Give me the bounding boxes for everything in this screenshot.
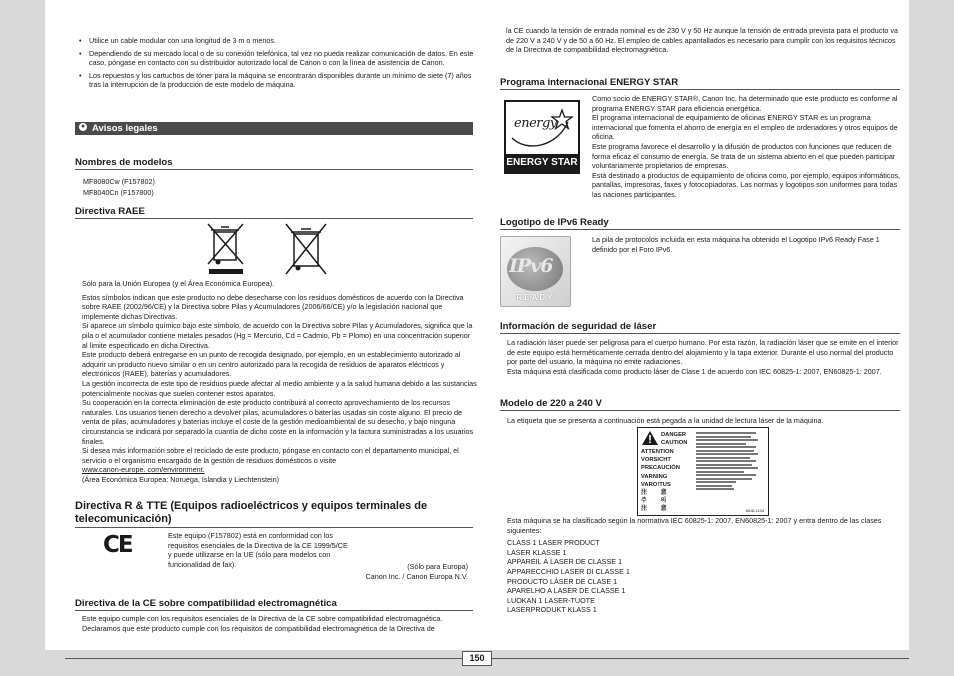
- label-word: VORSICHT: [641, 457, 671, 464]
- label-cjk-row: 注 意: [641, 490, 673, 497]
- label-word: CAUTION: [661, 440, 688, 446]
- label-words: [661, 431, 687, 447]
- ipv6-ready-logo: [500, 236, 571, 307]
- raee-paragraph: Su cooperación en la correcta eliminación de este producto contribuirá al correcto aprovechamiento de los recursos naturales. Los usuarios tienen derecho a devolver pilas, acumuladores o baterías usadas sin coste alguno. El precio de venta de pilas, acumuladores y baterías incluye el coste de la gestión medioambiental de su desecho, y bajo ninguna circunstancia se indicará por separado la cuantía de dicho coste en la información y la factura suministradas a los usuarios finales.: [82, 398, 474, 446]
- manual-page: [45, 0, 909, 650]
- class-item: LASERPRODUKT KLASS 1: [507, 605, 597, 615]
- label-cjk-row: 注 意: [641, 506, 673, 513]
- ipv6-logo-sub: READY: [516, 293, 555, 302]
- raee-paragraph: La gestión incorrecta de este tipo de residuos puede afectar al medio ambiente y a la salud humana debido a las sustancias potencialmente nocivas que suelen contener estos aparatos.: [82, 378, 477, 398]
- bullet-item: • Los repuestos y los cartuchos de tóner para la máquina se encontrarán disponibles durante un mínimo de siete (7) años tras la interrupción de la producción de este modelo de máquina.: [89, 71, 475, 90]
- energy-star-logo: [504, 100, 580, 174]
- laser-heading: Información de seguridad de láser: [500, 321, 900, 334]
- class-intro: Esta máquina se ha clasificado según la normativa IEC 60825-1: 2007, EN60825-1: 2007 y entra dentro de las clases siguientes:: [507, 516, 882, 535]
- ce-mark-icon: CE: [103, 532, 132, 558]
- class-item: CLASS 1 LASER PRODUCT: [507, 538, 600, 548]
- model-names-heading: Nombres de modelos: [75, 157, 473, 170]
- model-220-text: La etiqueta que se presenta a continuación está pegada a la unidad de lectura láser de la máquina.: [507, 416, 824, 425]
- bullet-circle-icon: ●: [80, 123, 86, 131]
- energy-star-section: [500, 77, 900, 90]
- page-number: 150: [462, 651, 492, 666]
- model-name: MF8040Cn (F157800): [83, 188, 154, 197]
- energy-paragraph: Este programa favorece el desarrollo y la difusión de productos con funciones que reducen de forma eficaz el consumo de energía. Se trata de un sistema abierto en el que pueden participar voluntariamente propietarios de empresas.: [592, 141, 896, 171]
- energy-script-text: energy: [514, 116, 557, 131]
- bullet-item: • Utilice un cable modular con una longitud de 3 m o menos.: [89, 36, 475, 46]
- emc-text: Este equipo cumple con los requisitos esenciales de la Directiva de la CE sobre compatibilidad electromagnética. Declaramos que este producto cumple con los requisitos de compatibilidad electromagnética de la Directiva de: [82, 614, 443, 633]
- laser-paragraph: La radiación láser puede ser peligrosa para el cuerpo humano. Por esta razón, la radiación láser que se emite en el interior de este equipo está herméticamente cerrada dentro del alojamiento y la tapa exterior. Durante el uso normal del producto por parte del usuario, la máquina no emite radiaciones.: [507, 338, 899, 367]
- laser-warning-label: [637, 427, 769, 516]
- ipv6-text: La pila de protocolos incluida en esta máquina ha obtenido el Logotipo IPv6 Ready Fase 1 definido por el Foro IPv6.: [592, 235, 880, 254]
- emc-continued-text: la CE cuando la tensión de entrada nominal es de 230 V y 50 Hz aunque la tensión de entrada prevista para el producto va de 220 V a 240 V y de 50 a 60 Hz. El empleo de cables apantallados es necesario para cumplir con los requisitos técnicos de la Directiva de compatibilidad electromagnética.: [506, 26, 898, 55]
- laser-section: [500, 321, 900, 334]
- rtte-sign-company: Canon Inc. / Canon Europa N.V.: [365, 571, 468, 581]
- class-text: [507, 516, 902, 615]
- legal-heading: Avisos legales: [92, 123, 158, 134]
- legal-notices-bar: [75, 122, 473, 135]
- rtte-text: Este equipo (F157802) está en conformidad con los requisitos esenciales de la Directiva de la CE 1999/5/CE y puede utilizarse en la UE (sólo para modelos con funcionalidad de fax).: [168, 531, 348, 569]
- emc-section: [75, 598, 473, 611]
- model-names-section: [75, 157, 473, 198]
- energy-paragraph: Está destinado a productos de equipamiento de oficina como, por ejemplo, equipos informáticos, pantallas, impresoras, faxes y fotocopiadoras. Las normas y logotipos son uniformes para todas las naciones participantes.: [592, 170, 901, 199]
- rtte-heading: Directiva R & TTE (Equipos radioeléctricos y equipos terminales de telecomunicación): [75, 500, 473, 528]
- class-item: APPARECCHIO LASER DI CLASSE 1: [507, 566, 630, 576]
- raee-paragraph: Estos símbolos indican que este producto no debe desecharse con los residuos domésticos de acuerdo con la Directiva sobre RAEE (2002/96/CE) y la Directiva sobre Pilas y Acumuladores (2006/66/CE) y/o la legislación nacional que implemente dichas Directivas.: [82, 292, 464, 321]
- label-words-lower: [641, 448, 680, 514]
- left-column: [75, 36, 475, 93]
- warning-triangle-icon: [642, 431, 658, 445]
- class-item: LASER KLASSE 1: [507, 547, 567, 557]
- energy-paragraph: El programa internacional de equipamiento de oficinas ENERGY STAR es un programa internacional que fomenta el ahorro de energía en el empleo de ordenadores y otros equipos de oficina.: [592, 113, 898, 142]
- raee-paragraph: Si desea más información sobre el reciclado de este producto, póngase en contacto con el departamento municipal, el servicio o el organismo encargado de la gestión de residuos domésticos o visite: [82, 446, 459, 465]
- model-name: MF8080Cw (F157802): [83, 177, 155, 186]
- ipv6-heading: Logotipo de IPv6 Ready: [500, 217, 900, 230]
- class-item: LUOKAN 1 LASER-TUOTE: [507, 595, 595, 605]
- rtte-sign-region: (Sólo para Europa): [407, 562, 468, 571]
- label-word: VARNING: [641, 473, 668, 480]
- ipv6-section: [500, 217, 900, 230]
- class-item: APPAREIL À LASER DE CLASSE 1: [507, 557, 623, 567]
- ipv6-logo-main: IPv6: [509, 255, 553, 277]
- label-word: ATTENTION: [641, 449, 674, 455]
- energy-star-heading: Programa internacional ENERGY STAR: [500, 77, 900, 90]
- rtte-signature: [315, 562, 468, 581]
- energy-star-text: [592, 94, 902, 200]
- label-cjk-row: 주 의: [641, 498, 673, 505]
- energy-star-logo-top: [505, 101, 579, 155]
- class-item: PRODUCTO LÁSER DE CLASE 1: [507, 576, 618, 586]
- energy-paragraph: Como socio de ENERGY STAR®, Canon Inc. ha determinado que este producto es conforme al programa ENERGY STAR para eficiencia energética.: [592, 94, 898, 113]
- emc-heading: Directiva de la CE sobre compatibilidad electromagnética: [75, 598, 473, 611]
- crossed-bin-icon: [283, 222, 329, 278]
- bullet-list: [75, 36, 475, 90]
- label-word: VARO!TUS: [641, 481, 671, 488]
- raee-paragraph: Si aparece un símbolo químico bajo este símbolo, de acuerdo con la Directiva sobre Pilas y Acumuladores, significa que la pila o el acumulador contiene metales pesados (Hg = Mercurio, Cd = Cadmio, Pb = Plomo) en una concentración superior al límite especificado en dicha Directiva.: [82, 321, 473, 350]
- rtte-section: [75, 500, 473, 528]
- crossed-bin-with-bar-icon: [205, 222, 247, 278]
- label-word: DANGER: [661, 432, 687, 438]
- class-item: APARELHO A LASER DE CLASSE 1: [507, 586, 626, 596]
- laser-text: [507, 338, 902, 376]
- raee-paragraph: Sólo para la Unión Europea (y el Área Económica Europea).: [82, 279, 275, 288]
- raee-section: [75, 206, 473, 219]
- model-220-section: [500, 398, 900, 411]
- raee-heading: Directiva RAEE: [75, 206, 473, 219]
- bullet-item: • Dependiendo de su mercado local o de su conexión telefónica, tal vez no pueda realizar comunicación de datos. En este caso, póngase en contacto con su distribuidor autorizado local de Canon o con la línea de asistencia de Canon.: [89, 49, 475, 68]
- laser-paragraph: Esta máquina está clasificada como producto láser de Clase 1 de acuerdo con IEC 60825-1: 2007, EN60825-1: 2007.: [507, 366, 882, 376]
- raee-paragraph: Este producto deberá entregarse en un punto de recogida designado, por ejemplo, en un establecimiento autorizado al adquirir un producto nuevo similar o en un centro autorizado para la recogida de residuos de aparatos eléctricos y electrónicos (RAEE), baterías y acumuladores.: [82, 350, 461, 379]
- environment-link[interactable]: www.canon-europe. com/environment.: [82, 465, 205, 475]
- raee-area-note: (Área Económica Europea: Noruega, Islandia y Liechtenstein): [82, 474, 279, 484]
- model-220-heading: Modelo de 220 a 240 V: [500, 398, 900, 411]
- raee-text: [82, 279, 477, 484]
- energy-star-logo-text: ENERGY STAR: [506, 157, 578, 168]
- label-code: MU8-1134: [745, 508, 764, 513]
- label-fine-print: [696, 432, 764, 492]
- label-word: PRECAUCIÓN: [641, 465, 680, 472]
